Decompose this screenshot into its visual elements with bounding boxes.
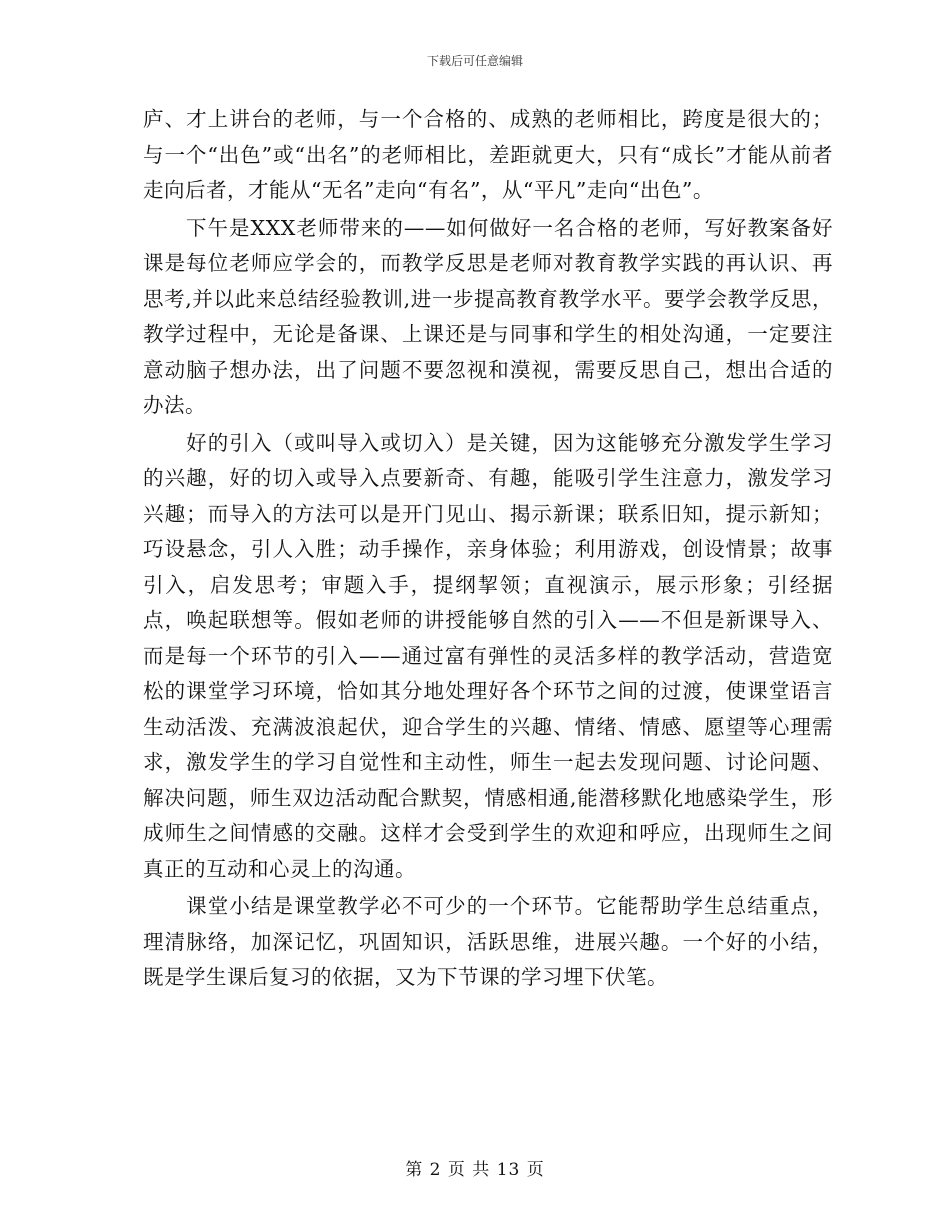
paragraph-lesson-introduction: 好的引入（或叫导入或切入）是关键，因为这能够充分激发学生学习的兴趣，好的切入或导入点要新奇、有趣，能吸引学生注意力，激发学习兴趣；而导入的方法可以是开门见山、揭示新课；联系旧知，提示新知；巧设悬念，引人入胜；动手操作，亲身体验；利用游戏，创设情景；故事引入，启发思考；审题入手，提纲挈领；直视演示，展示形象；引经据点，唤起联想等。假如老师的讲授能够自然的引入——不但是新课导入、而是每一个环节的引入——通过富有弹性的灵活多样的教学活动，营造宽松的课堂学习环境，恰如其分地处理好各个环节之间的过渡，使课堂语言生动活泼、充满波浪起伏，迎合学生的兴趣、情绪、情感、愿望等心理需求，激发学生的学习自觉性和主动性，师生一起去发现问题、讨论问题、解决问题，师生双边活动配合默契，情感相通,能潜移默化地感染学生，形成师生之间情感的交融。这样才会受到学生的欢迎和呼应，出现师生之间真正的互动和心灵上的沟通。 [143,430,833,881]
paragraph-lesson-summary: 课堂小结是课堂教学必不可少的一个环节。它能帮助学生总结重点，理清脉络，加深记忆，巩固知识，活跃思维，进展兴趣。一个好的小结，既是学生课后复习的依据，又为下节课的学习埋下伏笔。 [143,894,833,989]
page-number: 第 2 页 共 13 页 [405,1160,545,1180]
document-body [143,102,833,996]
paragraph-afternoon-session: 下午是XXX老师带来的——如何做好一名合格的老师，写好教案备好课是每位老师应学会的，而教学反思是老师对教育教学实践的再认识、再思考,并以此来总结经验教训,进一步提高教育教学水平。要学会教学反思，教学过程中，无论是备课、上课还是与同事和学生的相处沟通，一定要注意动脑子想办法，出了问题不要忽视和漠视，需要反思自己，想出合适的办法。 [143,215,833,417]
page-header: 下载后可任意编辑 [426,54,523,68]
paragraph-continuation: 庐、才上讲台的老师，与一个合格的、成熟的老师相比，跨度是很大的；与一个“出色”或“出名”的老师相比，差距就更大，只有“成长”才能从前者走向后者，才能从“无名”走向“有名”，从“平凡”走向“出色”。 [143,107,833,202]
